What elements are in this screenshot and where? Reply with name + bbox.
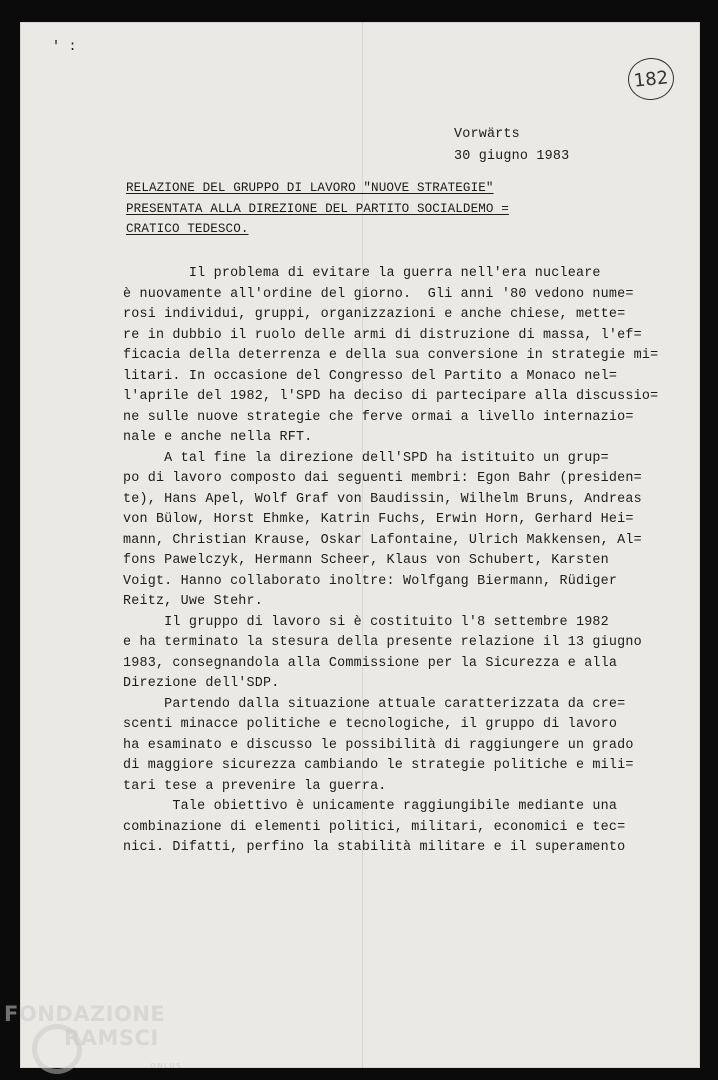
page-number-stamp: 182 — [626, 56, 676, 103]
title-line: RELAZIONE DEL GRUPPO DI LAVORO "NUOVE STRATEGIE" — [126, 181, 494, 195]
body-line: re in dubbio il ruolo delle armi di distruzione di massa, l'ef= — [123, 327, 642, 343]
body-line: Reitz, Uwe Stehr. — [123, 594, 264, 609]
body-line: A tal fine la direzione dell'SPD ha istituito un grup= — [123, 450, 609, 466]
watermark-tag: ONLUS — [150, 1062, 182, 1070]
fondazione-gramsci-watermark — [4, 1002, 182, 1070]
title-line: PRESENTATA ALLA DIREZIONE DEL PARTITO SOCIALDEMO = — [126, 201, 509, 216]
document-title — [126, 178, 509, 240]
body-line: nici. Difatti, perfino la stabilità militare e il superamento — [123, 840, 626, 855]
body-line: Partendo dalla situazione attuale caratterizzata da cre= — [123, 696, 626, 712]
corner-marks: ' : — [52, 40, 77, 55]
body-line: l'aprile del 1982, l'SPD ha deciso di partecipare alla discussio= — [123, 389, 659, 404]
body-line: e ha terminato la stesura della presente relazione il 13 giugno — [123, 635, 642, 650]
source-date: 30 giugno 1983 — [454, 149, 570, 164]
body-line: ne sulle nuove strategie che ferve ormai a livello internazio= — [123, 409, 634, 425]
body-line: rosi individui, gruppi, organizzazioni e anche chiese, mette= — [123, 307, 626, 322]
body-line: combinazione di elementi politici, militari, economici e tec= — [123, 819, 626, 835]
watermark-line1: FONDAZIONE — [4, 1002, 166, 1026]
body-line: scenti minacce politiche e tecnologiche, il gruppo di lavoro — [123, 717, 618, 732]
body-line: 1983, consegnandola alla Commissione per la Sicurezza e alla — [123, 655, 618, 671]
body-line: è nuovamente all'ordine del giorno. Gli anni '80 vedono nume= — [123, 286, 634, 302]
body-line: Direzione dell'SDP. — [123, 676, 280, 691]
title-line: CRATICO TEDESCO. — [126, 222, 249, 236]
body-line: po di lavoro composto dai seguenti membri: Egon Bahr (presiden= — [123, 471, 642, 486]
body-line: di maggiore sicurezza cambiando le strategie politiche e mili= — [123, 758, 634, 773]
body-line: te), Hans Apel, Wolf Graf von Baudissin, Wilhelm Bruns, Andreas — [123, 491, 642, 507]
document-page — [20, 22, 700, 1068]
body-line: ha esaminato e discusso le possibilità di raggiungere un grado — [123, 737, 634, 753]
source-publication: Vorwärts — [454, 127, 520, 142]
document-body — [123, 264, 659, 859]
body-line: fons Pawelczyk, Hermann Scheer, Klaus von Schubert, Karsten — [123, 553, 609, 568]
body-line: litari. In occasione del Congresso del Partito a Monaco nel= — [123, 368, 618, 384]
body-line: tari tese a prevenire la guerra. — [123, 778, 387, 794]
body-line: mann, Christian Krause, Oskar Lafontaine, Ulrich Makkensen, Al= — [123, 532, 642, 548]
g-logo-icon — [32, 1024, 82, 1074]
source-block — [454, 124, 569, 168]
body-line: Il gruppo di lavoro si è costituito l'8 settembre 1982 — [123, 614, 609, 630]
body-line: nale e anche nella RFT. — [123, 430, 313, 445]
body-line: ficacia della deterrenza e della sua conversione in strategie mi= — [123, 348, 659, 363]
body-line: Tale obiettivo è unicamente raggiungibile mediante una — [123, 799, 618, 814]
watermark-line2: RAMSCI — [64, 1026, 159, 1050]
body-line: Voigt. Hanno collaborato inoltre: Wolfgang Biermann, Rüdiger — [123, 573, 618, 589]
body-line: Il problema di evitare la guerra nell'era nucleare — [123, 266, 601, 281]
body-line: von Bülow, Horst Ehmke, Katrin Fuchs, Erwin Horn, Gerhard Hei= — [123, 512, 634, 527]
